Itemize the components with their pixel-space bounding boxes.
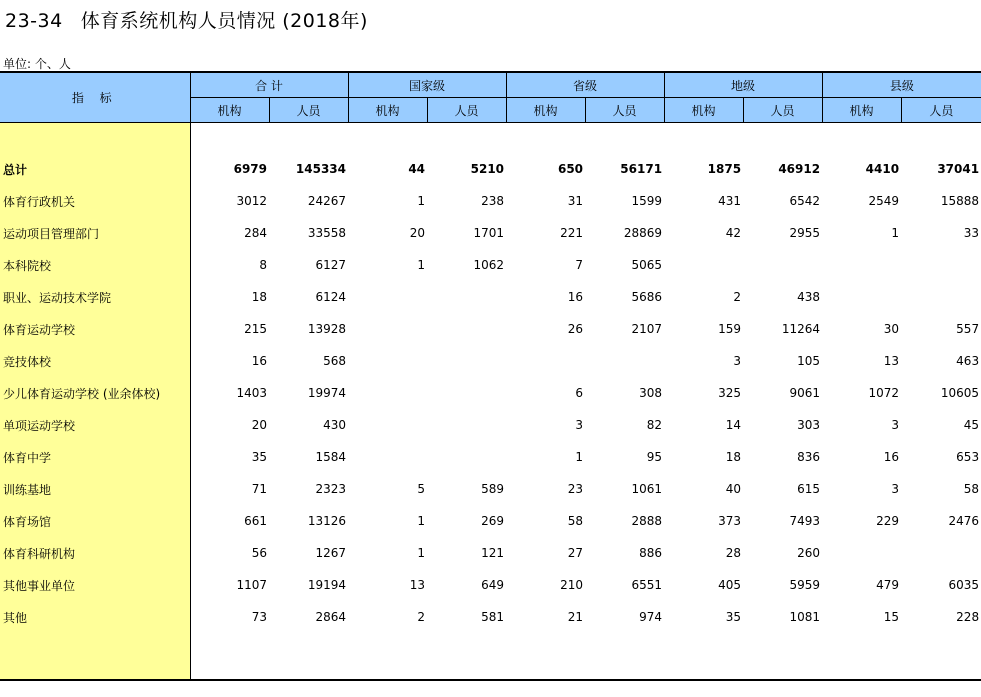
header-group-national: 国家级 <box>348 72 506 98</box>
cell-personnel: 24267 <box>307 194 347 208</box>
cell-institutions: 27 <box>567 546 584 560</box>
table-row <box>0 249 981 281</box>
cell-personnel <box>585 345 664 377</box>
row-label: 本科院校 <box>0 249 190 281</box>
cell-personnel: 5210 <box>470 162 505 176</box>
cell-personnel: 308 <box>639 386 663 400</box>
table-bottom-filler <box>0 633 981 680</box>
table-row <box>0 281 981 313</box>
cell-personnel: 2476 <box>948 514 980 528</box>
cell-institutions: 1 <box>417 546 426 560</box>
cell-institutions: 56 <box>251 546 267 560</box>
header-sub-personnel: 人员 <box>743 98 822 123</box>
cell-institutions: 13 <box>883 354 900 368</box>
cell-institutions: 2 <box>733 290 742 304</box>
cell-personnel <box>427 345 506 377</box>
cell-personnel: 589 <box>481 482 505 496</box>
table-row <box>0 441 981 473</box>
cell-institutions: 661 <box>244 514 267 528</box>
header-indicator: 指 标 <box>0 72 190 123</box>
row-label: 单项运动学校 <box>0 409 190 441</box>
row-label: 竞技体校 <box>0 345 190 377</box>
cell-personnel: 58 <box>963 482 980 496</box>
cell-institutions: 16 <box>251 354 267 368</box>
cell-personnel: 228 <box>956 610 980 624</box>
cell-personnel: 557 <box>956 322 980 336</box>
cell-institutions: 14 <box>725 418 742 432</box>
row-label: 其他 <box>0 601 190 633</box>
cell-institutions: 3 <box>575 418 584 432</box>
cell-personnel: 568 <box>323 354 347 368</box>
cell-personnel: 1081 <box>789 610 821 624</box>
table-row <box>0 409 981 441</box>
cell-personnel: 430 <box>323 418 347 432</box>
cell-institutions <box>348 313 427 345</box>
cell-personnel: 649 <box>481 578 505 592</box>
cell-personnel <box>427 441 506 473</box>
cell-personnel: 1599 <box>631 194 663 208</box>
cell-personnel: 121 <box>481 546 505 560</box>
cell-personnel: 2864 <box>315 610 347 624</box>
cell-institutions: 13 <box>409 578 426 592</box>
cell-institutions: 20 <box>409 226 426 240</box>
cell-institutions: 21 <box>567 610 584 624</box>
cell-personnel: 5686 <box>631 290 663 304</box>
cell-personnel: 46912 <box>778 162 821 176</box>
cell-institutions: 3 <box>733 354 742 368</box>
cell-personnel <box>427 313 506 345</box>
cell-personnel: 10605 <box>940 386 980 400</box>
table-row <box>0 569 981 601</box>
row-label: 职业、运动技术学院 <box>0 281 190 313</box>
row-label: 体育行政机关 <box>0 185 190 217</box>
cell-personnel: 5959 <box>789 578 821 592</box>
cell-institutions: 221 <box>560 226 584 240</box>
header-sub-personnel: 人员 <box>901 98 981 123</box>
table-row <box>0 217 981 249</box>
cell-institutions: 1 <box>417 194 426 208</box>
header-group-provincial: 省级 <box>506 72 664 98</box>
cell-personnel <box>743 249 822 281</box>
table-title-text: 体育系统机构人员情况 (2018年) <box>80 10 368 32</box>
cell-personnel: 15888 <box>940 194 980 208</box>
cell-personnel: 1062 <box>473 258 505 272</box>
cell-institutions: 2 <box>417 610 426 624</box>
cell-personnel: 463 <box>956 354 980 368</box>
cell-institutions <box>348 377 427 409</box>
cell-personnel: 1701 <box>473 226 505 240</box>
header-group-county: 县级 <box>822 72 981 98</box>
table-row <box>0 505 981 537</box>
cell-institutions: 8 <box>259 258 267 272</box>
cell-personnel: 260 <box>797 546 821 560</box>
cell-institutions: 4410 <box>865 162 900 176</box>
cell-personnel <box>427 409 506 441</box>
cell-personnel: 1584 <box>315 450 347 464</box>
cell-personnel: 33 <box>963 226 980 240</box>
cell-institutions <box>822 281 901 313</box>
table-row <box>0 377 981 409</box>
cell-institutions: 6 <box>575 386 584 400</box>
cell-institutions: 159 <box>718 322 742 336</box>
header-sub-institutions: 机构 <box>348 98 427 123</box>
cell-institutions: 325 <box>718 386 742 400</box>
cell-institutions <box>822 249 901 281</box>
cell-institutions: 28 <box>725 546 742 560</box>
cell-personnel: 56171 <box>620 162 663 176</box>
header-sub-institutions: 机构 <box>190 98 269 123</box>
cell-personnel <box>427 377 506 409</box>
cell-personnel: 19974 <box>307 386 347 400</box>
cell-institutions: 42 <box>725 226 742 240</box>
cell-institutions: 35 <box>725 610 742 624</box>
cell-institutions: 431 <box>718 194 742 208</box>
cell-personnel: 95 <box>646 450 663 464</box>
cell-personnel <box>427 281 506 313</box>
table-title <box>5 6 368 33</box>
cell-personnel: 33558 <box>307 226 347 240</box>
spacer-row <box>0 123 981 154</box>
cell-institutions: 650 <box>557 162 584 176</box>
row-label: 体育场馆 <box>0 505 190 537</box>
cell-institutions: 35 <box>251 450 267 464</box>
cell-personnel: 9061 <box>789 386 821 400</box>
cell-institutions: 215 <box>244 322 267 336</box>
cell-personnel: 6551 <box>631 578 663 592</box>
cell-institutions: 1403 <box>236 386 267 400</box>
header-group-prefecture: 地级 <box>664 72 822 98</box>
cell-personnel: 2955 <box>789 226 821 240</box>
row-label: 运动项目管理部门 <box>0 217 190 249</box>
header-sub-institutions: 机构 <box>506 98 585 123</box>
cell-institutions: 1 <box>575 450 584 464</box>
table-row <box>0 345 981 377</box>
header-sub-personnel: 人员 <box>427 98 506 123</box>
header-group-total: 合 计 <box>190 72 348 98</box>
header-sub-institutions: 机构 <box>822 98 901 123</box>
cell-personnel: 886 <box>639 546 663 560</box>
cell-institutions: 20 <box>251 418 267 432</box>
cell-institutions: 16 <box>883 450 900 464</box>
cell-personnel: 615 <box>797 482 821 496</box>
row-label: 体育中学 <box>0 441 190 473</box>
cell-institutions <box>348 409 427 441</box>
cell-personnel: 581 <box>481 610 505 624</box>
cell-institutions <box>348 345 427 377</box>
cell-institutions: 229 <box>876 514 900 528</box>
row-label: 体育科研机构 <box>0 537 190 569</box>
cell-personnel: 303 <box>797 418 821 432</box>
cell-personnel: 238 <box>481 194 505 208</box>
cell-personnel: 28869 <box>623 226 663 240</box>
total-row <box>0 153 981 185</box>
cell-institutions: 373 <box>718 514 742 528</box>
cell-institutions: 18 <box>725 450 742 464</box>
cell-institutions: 284 <box>244 226 267 240</box>
cell-personnel: 45 <box>963 418 980 432</box>
cell-personnel: 82 <box>646 418 663 432</box>
cell-personnel: 6035 <box>948 578 980 592</box>
cell-personnel: 7493 <box>789 514 821 528</box>
cell-personnel: 13126 <box>307 514 347 528</box>
cell-institutions: 26 <box>567 322 584 336</box>
table-row <box>0 185 981 217</box>
cell-institutions: 1107 <box>236 578 267 592</box>
cell-institutions: 7 <box>575 258 584 272</box>
cell-institutions: 1 <box>417 514 426 528</box>
cell-institutions: 44 <box>408 162 426 176</box>
cell-institutions: 1 <box>417 258 426 272</box>
cell-personnel: 1061 <box>631 482 663 496</box>
cell-institutions: 6979 <box>233 162 267 176</box>
table-row <box>0 601 981 633</box>
cell-personnel: 653 <box>956 450 980 464</box>
cell-personnel: 19194 <box>307 578 347 592</box>
cell-personnel: 269 <box>481 514 505 528</box>
cell-institutions: 15 <box>883 610 900 624</box>
cell-institutions: 2549 <box>868 194 900 208</box>
row-label: 体育运动学校 <box>0 313 190 345</box>
table-row <box>0 537 981 569</box>
cell-personnel: 13928 <box>307 322 347 336</box>
unit-label: 单位: 个、人 <box>3 57 71 71</box>
cell-personnel: 11264 <box>781 322 821 336</box>
cell-personnel <box>901 281 981 313</box>
cell-institutions: 40 <box>725 482 742 496</box>
cell-personnel <box>901 249 981 281</box>
row-label: 训练基地 <box>0 473 190 505</box>
cell-institutions: 16 <box>567 290 584 304</box>
table-row <box>0 313 981 345</box>
cell-institutions: 30 <box>883 322 900 336</box>
cell-institutions: 3012 <box>236 194 267 208</box>
cell-personnel: 2107 <box>631 322 663 336</box>
cell-institutions: 71 <box>251 482 267 496</box>
table-number: 23-34 <box>5 10 63 32</box>
cell-institutions: 18 <box>251 290 267 304</box>
row-label: 总计 <box>0 153 190 185</box>
header-sub-personnel: 人员 <box>269 98 348 123</box>
cell-personnel: 974 <box>639 610 663 624</box>
cell-personnel: 6542 <box>789 194 821 208</box>
cell-institutions <box>822 537 901 569</box>
cell-personnel: 2888 <box>631 514 663 528</box>
cell-institutions <box>664 249 743 281</box>
cell-institutions: 58 <box>567 514 584 528</box>
cell-institutions: 3 <box>891 418 900 432</box>
cell-institutions: 73 <box>251 610 267 624</box>
cell-personnel: 438 <box>797 290 821 304</box>
cell-institutions <box>348 441 427 473</box>
cell-institutions: 5 <box>417 482 426 496</box>
cell-personnel: 6124 <box>315 290 347 304</box>
cell-institutions: 31 <box>567 194 584 208</box>
cell-personnel <box>901 537 981 569</box>
cell-institutions <box>348 281 427 313</box>
statistics-table <box>0 71 981 681</box>
header-sub-institutions: 机构 <box>664 98 743 123</box>
cell-institutions: 405 <box>718 578 742 592</box>
row-label: 少儿体育运动学校 (业余体校) <box>0 377 190 409</box>
cell-personnel: 37041 <box>937 162 980 176</box>
row-label: 其他事业单位 <box>0 569 190 601</box>
cell-personnel: 836 <box>797 450 821 464</box>
cell-personnel: 6127 <box>315 258 347 272</box>
cell-institutions: 210 <box>560 578 584 592</box>
cell-personnel: 5065 <box>631 258 663 272</box>
cell-institutions: 1 <box>891 226 900 240</box>
cell-personnel: 105 <box>797 354 821 368</box>
cell-personnel: 1267 <box>315 546 347 560</box>
header-sub-personnel: 人员 <box>585 98 664 123</box>
cell-institutions: 1072 <box>868 386 900 400</box>
cell-institutions: 23 <box>567 482 584 496</box>
cell-personnel: 145334 <box>295 162 347 176</box>
cell-personnel: 2323 <box>315 482 347 496</box>
cell-institutions: 3 <box>891 482 900 496</box>
cell-institutions: 1875 <box>707 162 742 176</box>
cell-institutions <box>506 345 585 377</box>
table-row <box>0 473 981 505</box>
cell-institutions: 479 <box>876 578 900 592</box>
